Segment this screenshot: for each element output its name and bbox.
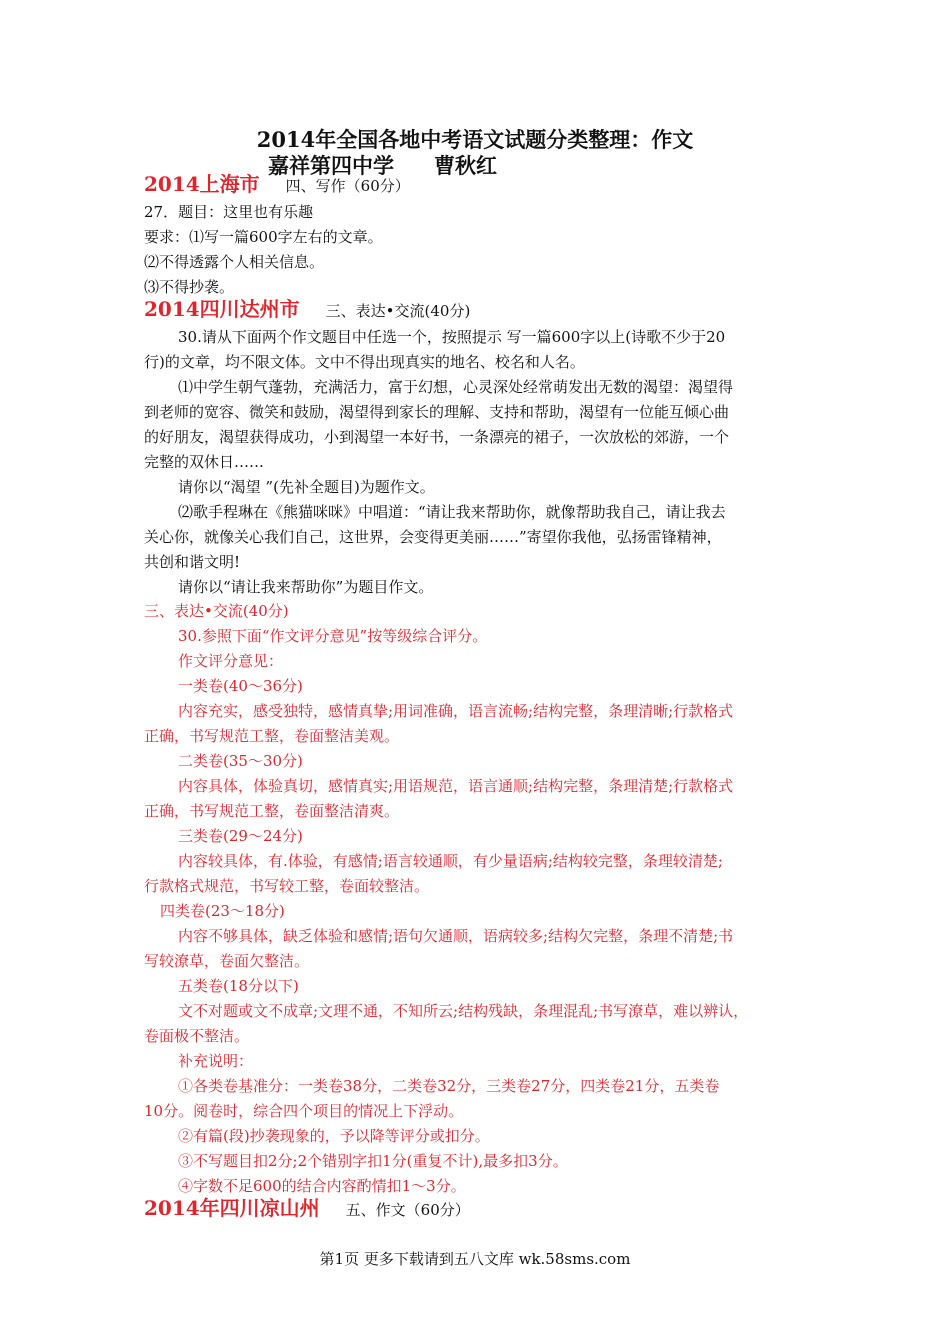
text-line: 30.请从下面两个作文题目中任选一个，按照提示 写一篇600字以上(诗歌不少于20	[178, 328, 726, 346]
author-name: 曹秋红	[434, 153, 497, 178]
text-line: ⑶不得抄袭。	[144, 278, 235, 296]
page-footer: 第1页 更多下载请到五八文库 wk.58sms.com	[319, 1250, 631, 1268]
liangshan-heading	[144, 1198, 470, 1220]
answer-line: 作文评分意见：	[178, 652, 284, 670]
answer-line: ①各类卷基准分：一类卷38分，二类卷32分，三类卷27分，四类卷21分，五类卷	[178, 1077, 720, 1095]
text-line: 的好朋友，渴望获得成功，小到渴望一本好书，一条漂亮的裙子，一次放松的郊游，一个	[144, 428, 730, 446]
dazhou-heading	[144, 299, 470, 321]
answer-line: 正确，书写规范工整，卷面整洁清爽。	[144, 802, 400, 820]
answer-line: 二类卷(35～30分)	[178, 752, 303, 770]
answer-line: 行款格式规范，书写较工整，卷面较整洁。	[144, 877, 430, 895]
text-line: 共创和谐文明!	[144, 553, 241, 571]
school-name: 嘉祥第四中学	[268, 153, 394, 178]
text-line: 要求：⑴写一篇600字左右的文章。	[144, 228, 383, 246]
answer-line: 10分。阅卷时，综合四个项目的情况上下浮动。	[144, 1102, 464, 1120]
answer-line: 卷面极不整洁。	[144, 1027, 250, 1045]
text-line: ⑵歌手程琳在《熊猫咪咪》中唱道：“请让我来帮助你，就像帮助我自己，请让我去	[178, 503, 726, 521]
answer-line: 内容较具体，有.体验，有感情;语言较通顺，有少量语病;结构较完整，条理较清楚;	[178, 852, 723, 870]
section-label: 三、表达•交流(40分)	[325, 302, 471, 320]
answer-line: ④字数不足600的结合内容酌情扣1～3分。	[178, 1177, 466, 1195]
answer-line: 文不对题或文不成章;文理不通，不知所云;结构残缺，条理混乱;书写潦草，难以辨认，	[178, 1002, 749, 1020]
answer-line: 内容充实，感受独特，感情真挚;用词准确，语言流畅;结构完整，条理清晰;行款格式	[178, 702, 734, 720]
text-line: ⑴中学生朝气蓬勃，充满活力，富于幻想，心灵深处经常萌发出无数的渴望：渴望得	[178, 378, 734, 396]
section-label: 五、作文（60分）	[345, 1201, 470, 1219]
text-line: ⑵不得透露个人相关信息。	[144, 253, 325, 271]
text-line: 完整的双休日……	[144, 453, 265, 471]
text-line: 关心你，就像关心我们自己，这世界，会变得更美丽……”寄望你我他，弘扬雷锋精神，	[144, 528, 722, 546]
answer-line: 正确，书写规范工整，卷面整洁美观。	[144, 727, 400, 745]
answer-line: 写较潦草，卷面欠整洁。	[144, 952, 310, 970]
answer-line: 一类卷(40～36分)	[178, 677, 303, 695]
text-line: 行)的文章，均不限文体。文中不得出现真实的地名、校名和人名。	[144, 353, 585, 371]
text-line: 27．题目：这里也有乐趣	[144, 203, 314, 221]
answer-line: 30.参照下面“作文评分意见”按等级综合评分。	[178, 627, 488, 645]
answer-line: ②有篇(段)抄袭现象的，予以降等评分或扣分。	[178, 1127, 490, 1145]
section-label: 四、写作（60分）	[285, 177, 410, 195]
answer-line: 三类卷(29～24分)	[178, 827, 303, 845]
document-title: 2014年全国各地中考语文试题分类整理：作文	[256, 127, 694, 152]
text-line: 请你以“渴望 ”(先补全题目)为题作文。	[178, 478, 435, 496]
region-label: 2014上海市	[144, 172, 260, 196]
text-line: 请你以“请让我来帮助你”为题目作文。	[178, 578, 434, 596]
answer-line: 内容不够具体，缺乏体验和感情;语句欠通顺，语病较多;结构欠完整，条理不清楚;书	[178, 927, 734, 945]
answer-line: 内容具体，体验真切，感情真实;用语规范，语言通顺;结构完整，条理清楚;行款格式	[178, 777, 734, 795]
answer-line: 四类卷(23～18分)	[160, 902, 285, 920]
region-label: 2014年四川凉山州	[144, 1196, 320, 1220]
answer-line: 五类卷(18分以下)	[178, 977, 299, 995]
answer-line: 三、表达•交流(40分)	[144, 602, 289, 620]
shanghai-heading	[144, 174, 410, 196]
region-label: 2014四川达州市	[144, 297, 300, 321]
answer-line: 补充说明：	[178, 1052, 254, 1070]
text-line: 到老师的宽容、微笑和鼓励，渴望得到家长的理解、支持和帮助，渴望有一位能互倾心曲	[144, 403, 730, 421]
answer-line: ③不写题目扣2分;2个错别字扣1分(重复不计),最多扣3分。	[178, 1152, 568, 1170]
